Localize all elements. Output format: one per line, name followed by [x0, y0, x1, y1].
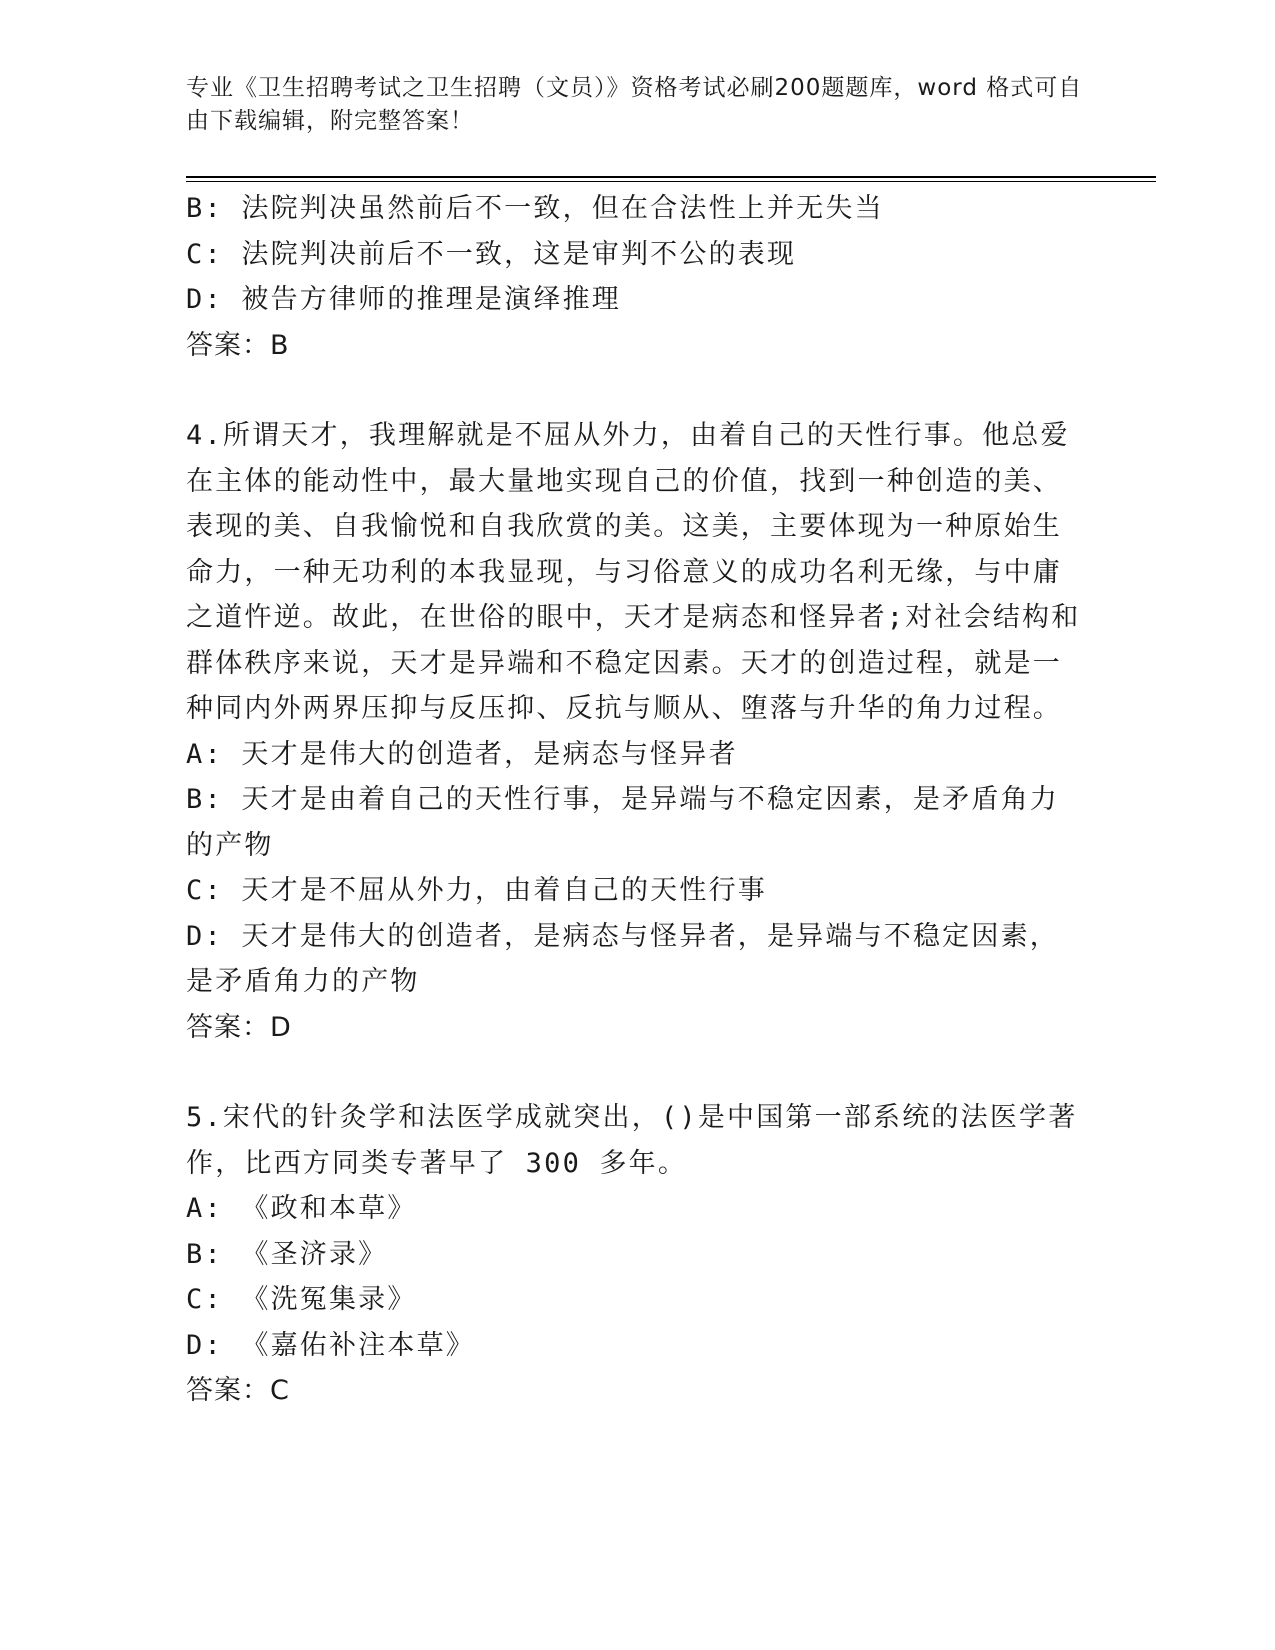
header-divider [186, 176, 1156, 184]
q4-answer: 答案：D [186, 1011, 292, 1043]
header-text: 专业《卫生招聘考试之卫生招聘（文员）》资格考试必刷200题题库，word 格式可自由下载编辑，附完整答案！ [186, 75, 1083, 134]
q4-question: 4.所谓天才，我理解就是不屈从外力，由着自己的天性行事。他总爱在主体的能动性中，最大量地实现自己的价值，找到一种创造的美、表现的美、自我愉悦和自我欣赏的美。这美，主要体现为一种原始生命力，一种无功利的本我显现，与习俗意义的成功名利无缘，与中庸之道忤逆。故此，在世俗的眼中，天才是病态和怪异者;对社会结构和群体秩序来说，天才是异端和不稳定因素。天才的创造过程，就是一种同内外两界压抑与反压抑、反抗与顺从、堕落与升华的角力过程。 [186, 420, 1081, 724]
q3-option-b: B: 法院判决虽然前后不一致，但在合法性上并无失当 [186, 193, 884, 224]
spacer [186, 368, 1086, 413]
q5-question: 5.宋代的针灸学和法医学成就突出，()是中国第一部系统的法医学著作，比西方同类专著早了 300 多年。 [186, 1102, 1078, 1179]
document-header [186, 72, 1086, 138]
q3-option-d: D: 被告方律师的推理是演绎推理 [186, 284, 621, 315]
spacer [186, 1050, 1086, 1095]
question-content [186, 186, 1086, 1414]
q5-option-b: B: 《圣济录》 [186, 1238, 388, 1270]
q5-option-d: D: 《嘉佑补注本草》 [186, 1329, 475, 1361]
header-divider-thin [186, 181, 1156, 182]
q4-option-a: A: 天才是伟大的创造者，是病态与怪异者 [186, 738, 738, 770]
header-divider-thick [186, 176, 1156, 178]
q4-option-b: B: 天才是由着自己的天性行事，是异端与不稳定因素，是矛盾角力的产物 [186, 784, 1059, 861]
q4-option-d: D: 天才是伟大的创造者，是病态与怪异者，是异端与不稳定因素，是矛盾角力的产物 [186, 920, 1059, 997]
q3-answer: 答案：B [186, 329, 290, 361]
q4-option-c: C: 天才是不屈从外力，由着自己的天性行事 [186, 875, 767, 906]
q5-option-a: A: 《政和本草》 [186, 1193, 417, 1224]
q5-answer: 答案：C [186, 1375, 290, 1406]
q5-option-c: C: 《洗冤集录》 [186, 1284, 417, 1315]
q3-option-c: C: 法院判决前后不一致，这是审判不公的表现 [186, 238, 797, 270]
